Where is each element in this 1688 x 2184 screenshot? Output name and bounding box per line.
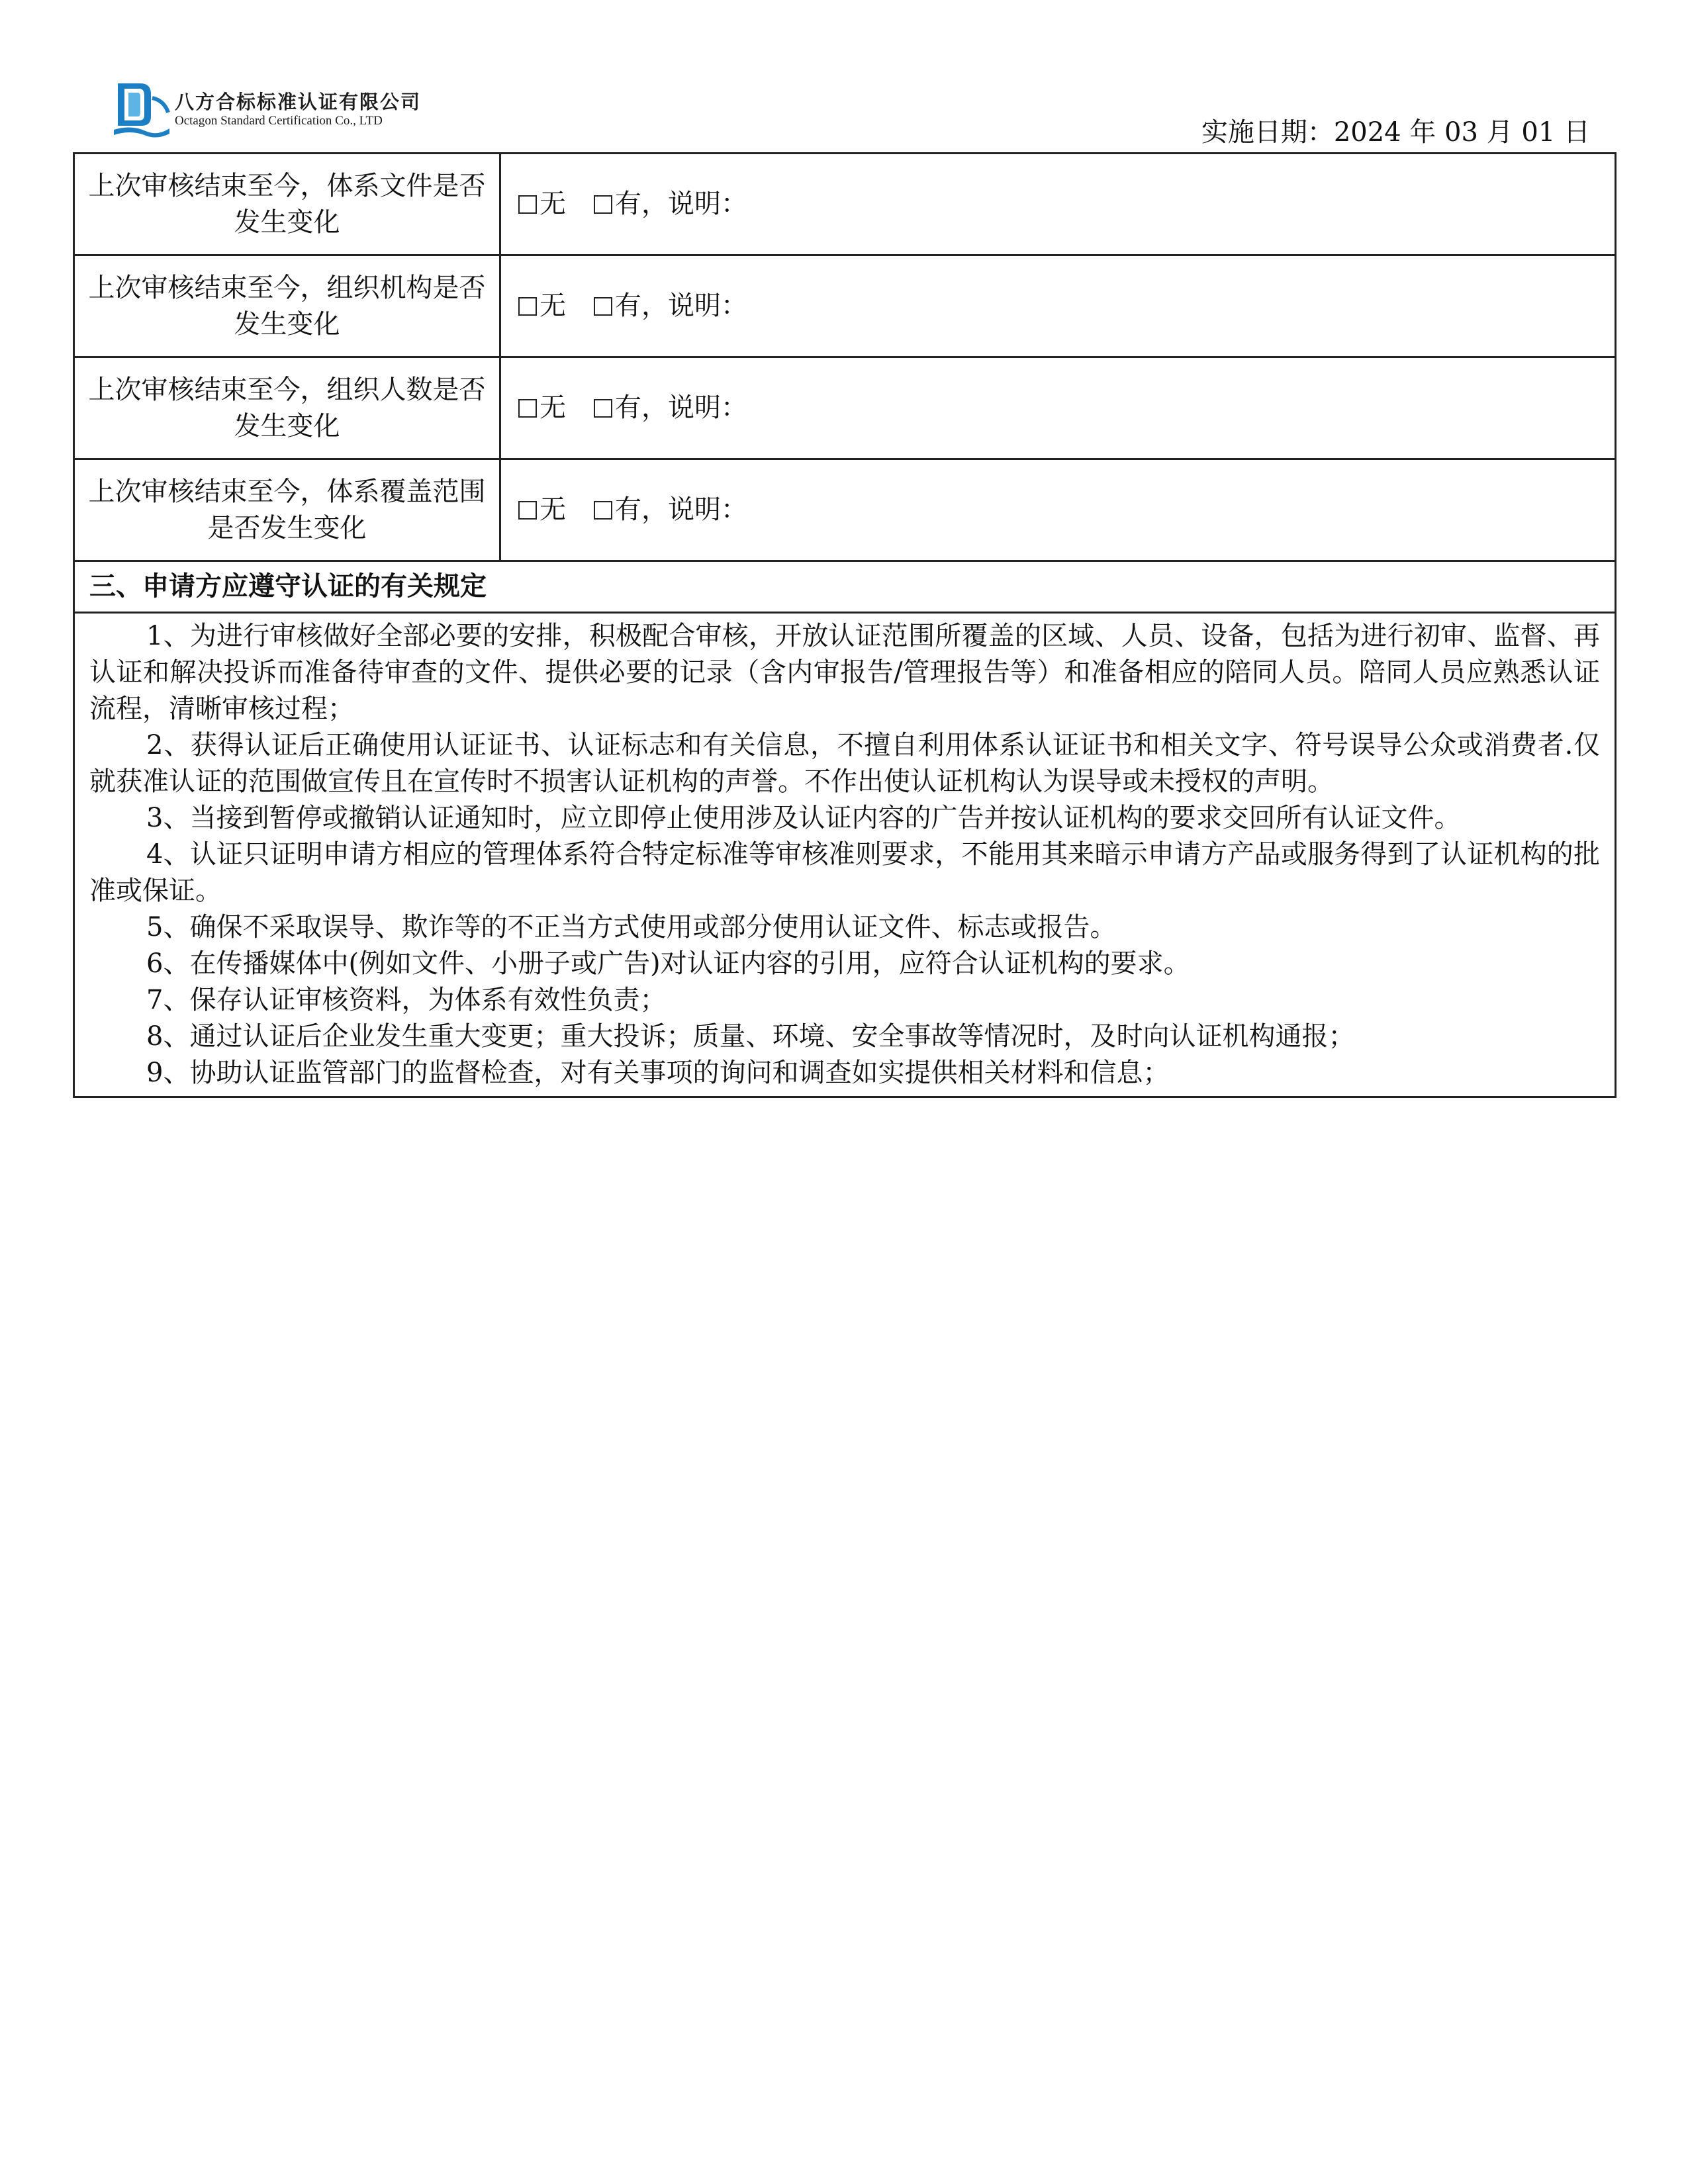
rule-item: 1、为进行审核做好全部必要的安排，积极配合审核，开放认证范围所覆盖的区域、人员、设备，包括为进行初审、监督、再认证和解决投诉而准备待审查的文件、提供必要的记录（含内审报告/管理报告等）和准备相应的陪同人员。陪同人员应熟悉认证流程，清晰审核过程； xyxy=(89,621,1600,724)
page-header xyxy=(0,0,1688,149)
question-options xyxy=(500,357,1616,459)
question-options xyxy=(500,459,1616,561)
section-title: 三、申请方应遵守认证的有关规定 xyxy=(74,561,1616,613)
option-yes-label: 有，说明： xyxy=(615,392,747,423)
question-label: 上次审核结束至今，体系覆盖范围是否发生变化 xyxy=(74,459,500,561)
option-yes-label: 有，说明： xyxy=(615,189,747,219)
question-options xyxy=(500,154,1616,255)
question-label: 上次审核结束至今，组织人数是否发生变化 xyxy=(74,357,500,459)
checkbox-no[interactable] xyxy=(518,297,537,316)
rule-item: 6、在传播媒体中(例如文件、小册子或广告)对认证内容的引用，应符合认证机构的要求。 xyxy=(146,948,1190,979)
rule-item: 8、通过认证后企业发生重大变更；重大投诉；质量、环境、安全事故等情况时，及时向认证机构通报； xyxy=(146,1021,1355,1052)
checkbox-yes[interactable] xyxy=(594,195,612,214)
table-row xyxy=(74,154,1616,255)
option-yes-label: 有，说明： xyxy=(615,291,747,321)
rules-cell xyxy=(74,613,1616,1097)
question-label: 上次审核结束至今，组织机构是否发生变化 xyxy=(74,255,500,357)
checkbox-no[interactable] xyxy=(518,399,537,418)
rule-item: 4、认证只证明申请方相应的管理体系符合特定标准等审核准则要求，不能用其来暗示申请方产品或服务得到了认证机构的批准或保证。 xyxy=(89,839,1600,906)
rule-item: 3、当接到暂停或撤销认证通知时，应立即停止使用涉及认证内容的广告并按认证机构的要求交回所有认证文件。 xyxy=(146,803,1461,833)
rule-item: 7、保存认证审核资料，为体系有效性负责； xyxy=(146,985,667,1015)
rule-item: 9、协助认证监管部门的监督检查，对有关事项的询问和调查如实提供相关材料和信息； xyxy=(146,1058,1170,1088)
company-name-cn: 八方合标标准认证有限公司 xyxy=(175,91,422,113)
effective-date: 实施日期：2024 年 03 月 01 日 xyxy=(1201,117,1590,148)
option-no-label: 无 xyxy=(539,291,566,321)
table-row xyxy=(74,459,1616,561)
table-row xyxy=(74,255,1616,357)
option-yes-label: 有，说明： xyxy=(615,494,747,525)
option-no-label: 无 xyxy=(539,494,566,525)
checkbox-no[interactable] xyxy=(518,501,537,520)
table-row xyxy=(74,357,1616,459)
checkbox-yes[interactable] xyxy=(594,297,612,316)
checkbox-yes[interactable] xyxy=(594,501,612,520)
option-no-label: 无 xyxy=(539,392,566,423)
checkbox-yes[interactable] xyxy=(594,399,612,418)
rule-item: 5、确保不采取误导、欺诈等的不正当方式使用或部分使用认证文件、标志或报告。 xyxy=(146,912,1117,942)
company-logo-mark-icon xyxy=(111,78,172,139)
company-name-en: Octagon Standard Certification Co., LTD xyxy=(175,114,383,128)
company-logo xyxy=(111,78,455,139)
option-no-label: 无 xyxy=(539,189,566,219)
checkbox-no[interactable] xyxy=(518,195,537,214)
rules-row xyxy=(74,613,1616,1097)
audit-change-table xyxy=(73,152,1617,1098)
question-options xyxy=(500,255,1616,357)
rule-item: 2、获得认证后正确使用认证证书、认证标志和有关信息，不擅自利用体系认证证书和相关文字、符号误导公众或消费者.仅就获准认证的范围做宣传且在宣传时不损害认证机构的声誉。不作出使认证机构认为误导或未授权的声明。 xyxy=(89,730,1600,797)
section-title-row xyxy=(74,561,1616,613)
question-label: 上次审核结束至今，体系文件是否发生变化 xyxy=(74,154,500,255)
